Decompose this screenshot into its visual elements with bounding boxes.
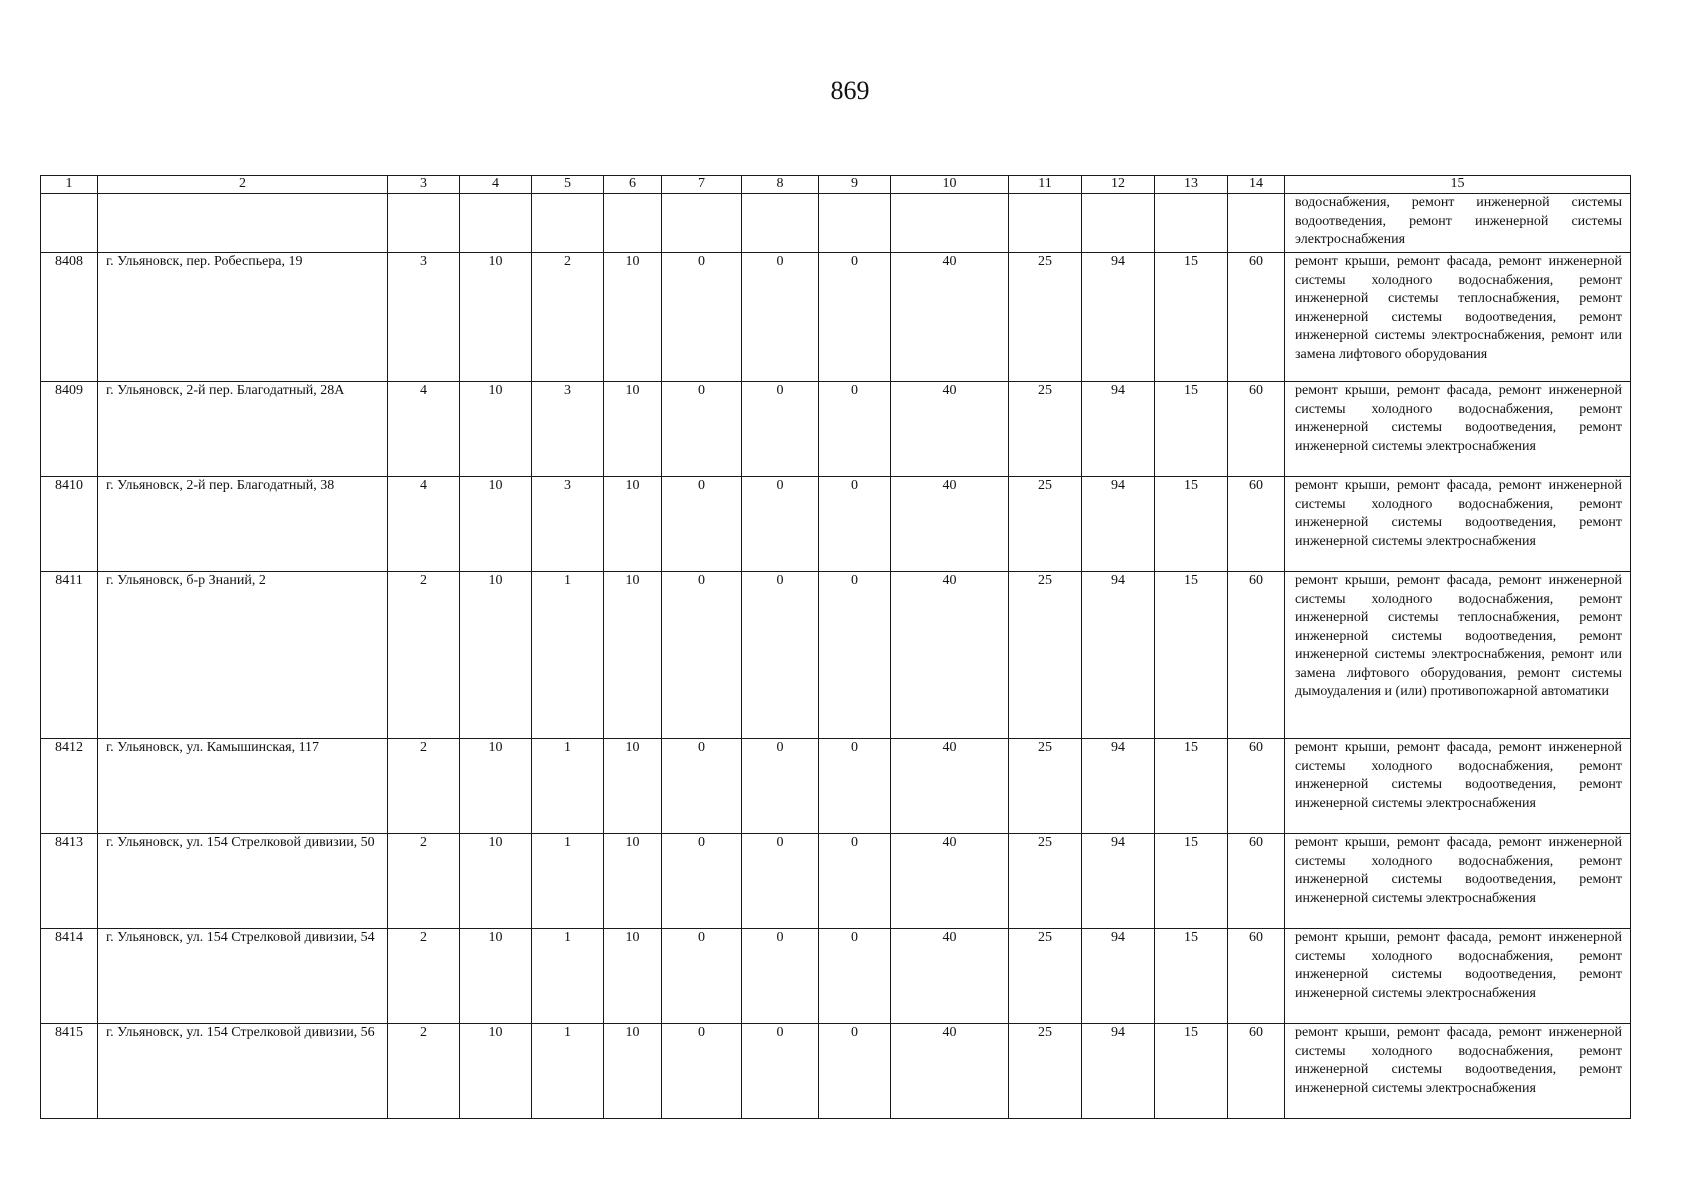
repair-schedule-table: [40, 175, 1631, 1119]
value-cell-6: 10: [604, 253, 662, 382]
address-cell: г. Ульяновск, ул. Камышинская, 117: [98, 739, 388, 834]
value-cell-14: 60: [1228, 929, 1285, 1024]
work-description: ремонт крыши, ремонт фасада, ремонт инженерной системы холодного водоснабжения, ремонт инженерной системы водоотведения, ремонт инженерной системы электроснабжения: [1285, 834, 1631, 929]
value-cell-5: 3: [532, 382, 604, 477]
row-number: 8412: [41, 739, 98, 834]
column-header: 12: [1082, 176, 1155, 194]
row-number: 8409: [41, 382, 98, 477]
value-cell-6: 10: [604, 739, 662, 834]
value-cell-7: 0: [662, 253, 742, 382]
row-number: 8415: [41, 1024, 98, 1119]
value-cell-4: 10: [460, 382, 532, 477]
column-header: 7: [662, 176, 742, 194]
column-header: 3: [388, 176, 460, 194]
column-header: 4: [460, 176, 532, 194]
value-cell-8: 0: [742, 739, 819, 834]
value-cell-11: 25: [1009, 572, 1082, 739]
empty-cell: [662, 194, 742, 253]
value-cell-12: 94: [1082, 477, 1155, 572]
value-cell-14: 60: [1228, 382, 1285, 477]
value-cell-8: 0: [742, 929, 819, 1024]
value-cell-10: 40: [891, 572, 1009, 739]
value-cell-3: 4: [388, 382, 460, 477]
value-cell-13: 15: [1155, 253, 1228, 382]
address-cell: г. Ульяновск, 2-й пер. Благодатный, 28А: [98, 382, 388, 477]
continuation-row: [41, 194, 1631, 253]
work-description: ремонт крыши, ремонт фасада, ремонт инженерной системы холодного водоснабжения, ремонт инженерной системы водоотведения, ремонт инженерной системы электроснабжения: [1285, 929, 1631, 1024]
value-cell-13: 15: [1155, 834, 1228, 929]
column-header: 5: [532, 176, 604, 194]
value-cell-3: 2: [388, 739, 460, 834]
value-cell-9: 0: [819, 572, 891, 739]
address-cell: г. Ульяновск, ул. 154 Стрелковой дивизии, 50: [98, 834, 388, 929]
address-cell: г. Ульяновск, ул. 154 Стрелковой дивизии, 54: [98, 929, 388, 1024]
value-cell-4: 10: [460, 1024, 532, 1119]
value-cell-12: 94: [1082, 382, 1155, 477]
value-cell-5: 1: [532, 572, 604, 739]
value-cell-5: 2: [532, 253, 604, 382]
work-description: водоснабжения, ремонт инженерной системы водоотведения, ремонт инженерной системы электроснабжения: [1285, 194, 1631, 253]
value-cell-6: 10: [604, 1024, 662, 1119]
value-cell-8: 0: [742, 477, 819, 572]
value-cell-13: 15: [1155, 572, 1228, 739]
value-cell-6: 10: [604, 572, 662, 739]
table-row: [41, 1024, 1631, 1119]
value-cell-10: 40: [891, 1024, 1009, 1119]
value-cell-11: 25: [1009, 739, 1082, 834]
value-cell-8: 0: [742, 834, 819, 929]
value-cell-9: 0: [819, 739, 891, 834]
value-cell-10: 40: [891, 477, 1009, 572]
value-cell-7: 0: [662, 739, 742, 834]
address-cell: г. Ульяновск, ул. 154 Стрелковой дивизии, 56: [98, 1024, 388, 1119]
value-cell-5: 3: [532, 477, 604, 572]
address-cell: г. Ульяновск, 2-й пер. Благодатный, 38: [98, 477, 388, 572]
column-header: 15: [1285, 176, 1631, 194]
empty-cell: [98, 194, 388, 253]
table-row: [41, 834, 1631, 929]
empty-cell: [388, 194, 460, 253]
value-cell-11: 25: [1009, 1024, 1082, 1119]
page-number: 869: [830, 76, 870, 105]
value-cell-8: 0: [742, 1024, 819, 1119]
empty-cell: [532, 194, 604, 253]
table-row: [41, 572, 1631, 739]
value-cell-10: 40: [891, 739, 1009, 834]
row-number: 8410: [41, 477, 98, 572]
value-cell-9: 0: [819, 834, 891, 929]
value-cell-5: 1: [532, 834, 604, 929]
column-header: 8: [742, 176, 819, 194]
address-cell: г. Ульяновск, пер. Робеспьера, 19: [98, 253, 388, 382]
value-cell-7: 0: [662, 477, 742, 572]
value-cell-9: 0: [819, 477, 891, 572]
value-cell-11: 25: [1009, 382, 1082, 477]
row-number: 8414: [41, 929, 98, 1024]
table-body: [41, 176, 1631, 1119]
empty-cell: [460, 194, 532, 253]
value-cell-6: 10: [604, 929, 662, 1024]
value-cell-14: 60: [1228, 477, 1285, 572]
value-cell-12: 94: [1082, 1024, 1155, 1119]
row-number: 8411: [41, 572, 98, 739]
work-description: ремонт крыши, ремонт фасада, ремонт инженерной системы холодного водоснабжения, ремонт инженерной системы водоотведения, ремонт инженерной системы электроснабжения: [1285, 382, 1631, 477]
value-cell-4: 10: [460, 834, 532, 929]
value-cell-14: 60: [1228, 253, 1285, 382]
empty-cell: [742, 194, 819, 253]
value-cell-9: 0: [819, 382, 891, 477]
column-header: 13: [1155, 176, 1228, 194]
value-cell-5: 1: [532, 739, 604, 834]
value-cell-5: 1: [532, 1024, 604, 1119]
table-row: [41, 739, 1631, 834]
column-header: 11: [1009, 176, 1082, 194]
value-cell-14: 60: [1228, 834, 1285, 929]
value-cell-6: 10: [604, 382, 662, 477]
value-cell-10: 40: [891, 253, 1009, 382]
empty-cell: [41, 194, 98, 253]
value-cell-9: 0: [819, 1024, 891, 1119]
value-cell-13: 15: [1155, 1024, 1228, 1119]
value-cell-12: 94: [1082, 572, 1155, 739]
empty-cell: [1009, 194, 1082, 253]
table-header-row: [41, 176, 1631, 194]
value-cell-11: 25: [1009, 929, 1082, 1024]
work-description: ремонт крыши, ремонт фасада, ремонт инженерной системы холодного водоснабжения, ремонт инженерной системы водоотведения, ремонт инженерной системы электроснабжения: [1285, 1024, 1631, 1119]
value-cell-4: 10: [460, 253, 532, 382]
address-cell: г. Ульяновск, б-р Знаний, 2: [98, 572, 388, 739]
value-cell-9: 0: [819, 929, 891, 1024]
value-cell-7: 0: [662, 834, 742, 929]
value-cell-11: 25: [1009, 477, 1082, 572]
empty-cell: [1228, 194, 1285, 253]
value-cell-14: 60: [1228, 572, 1285, 739]
table-row: [41, 477, 1631, 572]
value-cell-7: 0: [662, 929, 742, 1024]
value-cell-12: 94: [1082, 739, 1155, 834]
value-cell-3: 2: [388, 929, 460, 1024]
value-cell-13: 15: [1155, 739, 1228, 834]
column-header: 1: [41, 176, 98, 194]
value-cell-12: 94: [1082, 834, 1155, 929]
value-cell-5: 1: [532, 929, 604, 1024]
empty-cell: [891, 194, 1009, 253]
value-cell-12: 94: [1082, 929, 1155, 1024]
row-number: 8408: [41, 253, 98, 382]
empty-cell: [1082, 194, 1155, 253]
column-header: 10: [891, 176, 1009, 194]
column-header: 14: [1228, 176, 1285, 194]
work-description: ремонт крыши, ремонт фасада, ремонт инженерной системы холодного водоснабжения, ремонт инженерной системы водоотведения, ремонт инженерной системы электроснабжения: [1285, 477, 1631, 572]
empty-cell: [819, 194, 891, 253]
value-cell-8: 0: [742, 253, 819, 382]
value-cell-13: 15: [1155, 382, 1228, 477]
value-cell-7: 0: [662, 572, 742, 739]
value-cell-8: 0: [742, 572, 819, 739]
value-cell-4: 10: [460, 477, 532, 572]
value-cell-4: 10: [460, 739, 532, 834]
table-row: [41, 253, 1631, 382]
table-row: [41, 382, 1631, 477]
value-cell-14: 60: [1228, 1024, 1285, 1119]
value-cell-10: 40: [891, 382, 1009, 477]
value-cell-3: 3: [388, 253, 460, 382]
value-cell-12: 94: [1082, 253, 1155, 382]
work-description: ремонт крыши, ремонт фасада, ремонт инженерной системы холодного водоснабжения, ремонт инженерной системы теплоснабжения, ремонт инженерной системы водоотведения, ремонт инженерной системы электроснабжения, ремонт или замена лифтового оборудования: [1285, 253, 1631, 382]
column-header: 2: [98, 176, 388, 194]
value-cell-11: 25: [1009, 253, 1082, 382]
value-cell-4: 10: [460, 572, 532, 739]
column-header: 9: [819, 176, 891, 194]
value-cell-7: 0: [662, 382, 742, 477]
value-cell-10: 40: [891, 929, 1009, 1024]
value-cell-7: 0: [662, 1024, 742, 1119]
value-cell-3: 2: [388, 834, 460, 929]
empty-cell: [604, 194, 662, 253]
work-description: ремонт крыши, ремонт фасада, ремонт инженерной системы холодного водоснабжения, ремонт инженерной системы теплоснабжения, ремонт инженерной системы водоотведения, ремонт инженерной системы электроснабжения, ремонт или замена лифтового оборудования, ремонт системы дымоудаления и (или) противопожарной автоматики: [1285, 572, 1631, 739]
column-header: 6: [604, 176, 662, 194]
value-cell-8: 0: [742, 382, 819, 477]
value-cell-6: 10: [604, 477, 662, 572]
value-cell-3: 2: [388, 1024, 460, 1119]
row-number: 8413: [41, 834, 98, 929]
value-cell-14: 60: [1228, 739, 1285, 834]
work-description: ремонт крыши, ремонт фасада, ремонт инженерной системы холодного водоснабжения, ремонт инженерной системы водоотведения, ремонт инженерной системы электроснабжения: [1285, 739, 1631, 834]
value-cell-13: 15: [1155, 477, 1228, 572]
value-cell-11: 25: [1009, 834, 1082, 929]
value-cell-9: 0: [819, 253, 891, 382]
value-cell-6: 10: [604, 834, 662, 929]
value-cell-10: 40: [891, 834, 1009, 929]
value-cell-13: 15: [1155, 929, 1228, 1024]
table-row: [41, 929, 1631, 1024]
value-cell-3: 2: [388, 572, 460, 739]
empty-cell: [1155, 194, 1228, 253]
value-cell-3: 4: [388, 477, 460, 572]
value-cell-4: 10: [460, 929, 532, 1024]
